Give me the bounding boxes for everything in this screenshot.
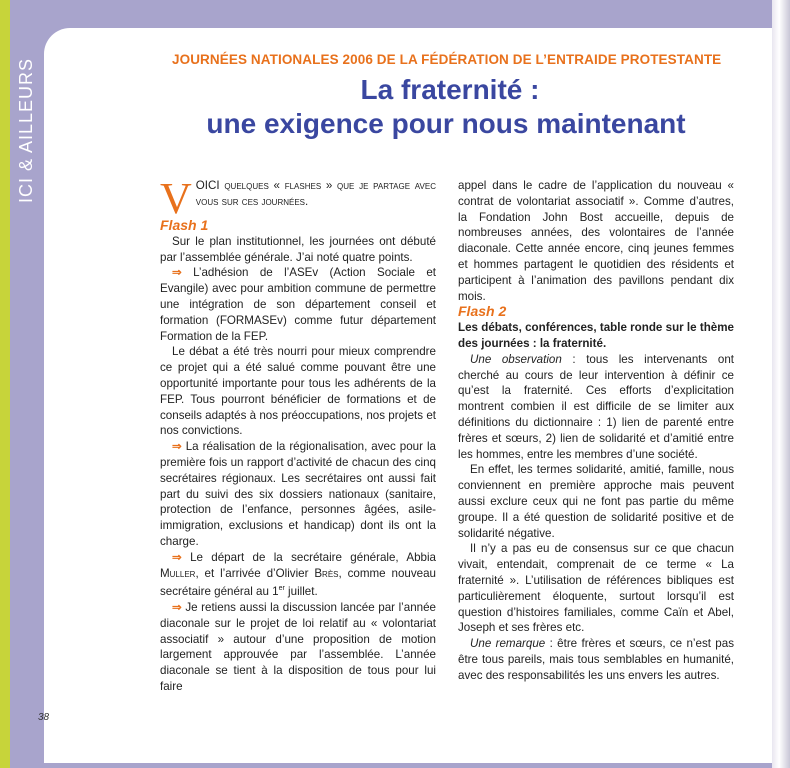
p5-text-b: , et l’arrivée d’Olivier	[195, 566, 315, 580]
intro-paragraph	[160, 174, 436, 223]
flash1-paragraph-1: Sur le plan institutionnel, les journées ont débuté par l’assemblée générale. J’ai noté quatre points.	[160, 234, 436, 264]
column-right	[458, 178, 734, 684]
flash2-lead: Les débats, conférences, table ronde sur le thème des journées : la fraternité.	[458, 321, 734, 350]
continued-paragraph: appel dans le cadre de l’application du nouveau « contrat de volontariat associatif ». Comme d’autres, la Fondation John Bost accueille, depuis de nombreuses années, des volontaires de l’année diaconale. Cette année encore, cinq jeunes femmes et hommes partagent le quotidien des résidents et participent à l’animation des pavillons pendant dix mois.	[458, 179, 734, 303]
article-title-line2: une exigence pour nous maintenant	[206, 108, 686, 139]
remark-label: Une remarque	[470, 637, 546, 651]
p5-superscript: er	[278, 585, 285, 593]
article-kicker: JOURNÉES NATIONALES 2006 DE LA FÉDÉRATION DE L’ENTRAIDE PROTESTANTE	[172, 52, 722, 67]
flash2-paragraph-3: Il n’y a pas eu de consensus sur ce que chacun vivait, entendait, comprenait de ce terme « La fraternité ». L’utilisation de références bibliques est particulièrement éloquente, surtout lorsqu’il est question d’histoires familiales, comme Caïn et Abel, Joseph et ses frères etc.	[458, 542, 734, 635]
flash1-paragraph-3: Le débat a été très nourri pour mieux comprendre ce projet qui a été salué comme pouvant être une opportunité importante pour tous les adhérents de la FEP. Tous pourront bénéficier de formations et de conseils adaptés à nos préoccupations, nos projets et nos convictions.	[160, 345, 436, 438]
intro-text: OICI quelques « flashes » que je partage avec vous sur ces journées.	[195, 179, 436, 208]
page-gutter	[772, 0, 790, 768]
arrow-icon: ⇒	[172, 550, 182, 564]
flash1-paragraph-4-text: La réalisation de la régionalisation, avec pour la première fois un rapport d’activité de chacun des cinq secrétaires régionaux. Les secrétaires ont aussi fait part du suivi des six dossiers nationaux (sanitaire, protection de l’enfance, personnes âgées, asile-immigration, exclusions et handicap) dont ils ont la charge.	[160, 440, 436, 548]
column-left	[160, 174, 436, 695]
flash1-paragraph-6	[160, 600, 436, 695]
observation-label: Une observation	[470, 352, 562, 366]
flash2-paragraph-2: En effet, les termes solidarité, amitié, famille, nous conviennent en première approche mais peuvent aussi exclure ceux qui ne font pas partie du même groupe. Il a été question de solidarité positive et de solidarité négative.	[458, 463, 734, 540]
flash1-paragraph-5	[160, 550, 436, 600]
flash2-remark	[458, 636, 734, 683]
arrow-icon: ⇒	[172, 600, 182, 614]
observation-text: : tous les intervenants ont cherché au cours de leur intervention à définir ce qu’est la fraternité. Ces efforts d’explicitation montrent combien il est difficile de se limiter aux définitions du dictionnaire : 1) lien de parenté entre frères et sœurs, 2) lien de solidarité et d’amitié entre les hommes, entre les membres d’une société.	[458, 352, 734, 461]
section-side-title	[10, 30, 44, 230]
article-title-line1: La fraternité :	[360, 74, 540, 105]
person-name-bres: Brès	[314, 566, 339, 580]
remark-text: : être frères et sœurs, ce n’est pas être tous pareils, mais tous semblables en humanité, avec des responsabilités les uns envers les autres.	[458, 637, 734, 682]
flash2-observation	[458, 352, 734, 463]
p5-text-d: juillet.	[284, 585, 318, 599]
top-strip	[10, 0, 585, 30]
p5-text-a: Le départ de la secrétaire générale, Abbia	[190, 550, 436, 564]
arrow-icon: ⇒	[172, 440, 182, 454]
person-name-muller: Muller	[160, 566, 196, 580]
flash1-heading: Flash 1	[160, 217, 209, 233]
side-title-text: ICI & AILLEURS	[16, 57, 37, 203]
drop-cap: V	[160, 174, 192, 223]
arrow-icon: ⇒	[172, 266, 182, 280]
left-color-band	[0, 0, 10, 768]
flash1-paragraph-4	[160, 439, 436, 550]
p5-text-c: , comme nouveau secrétaire général au 1	[160, 566, 436, 599]
flash1-paragraph-6-text: Je retiens aussi la discussion lancée par l’année diaconale sur le projet de loi relatif au « volontariat associatif » autour d’une proposition de motion largement approuvée par l’assemblée. L’année diaconale se tient à la disposition de tous pour lui faire	[160, 600, 436, 693]
flash1-paragraph-2	[160, 265, 436, 344]
flash2-heading: Flash 2	[458, 303, 507, 320]
flash1-paragraph-2-text: L’adhésion de l’ASEv (Action Sociale et Evangile) avec pour ambition commune de permettre une intégration de son département conseil et formation (FORMASEv) comme futur département Formation de la FEP.	[160, 266, 436, 343]
page-number: 38	[38, 712, 50, 723]
